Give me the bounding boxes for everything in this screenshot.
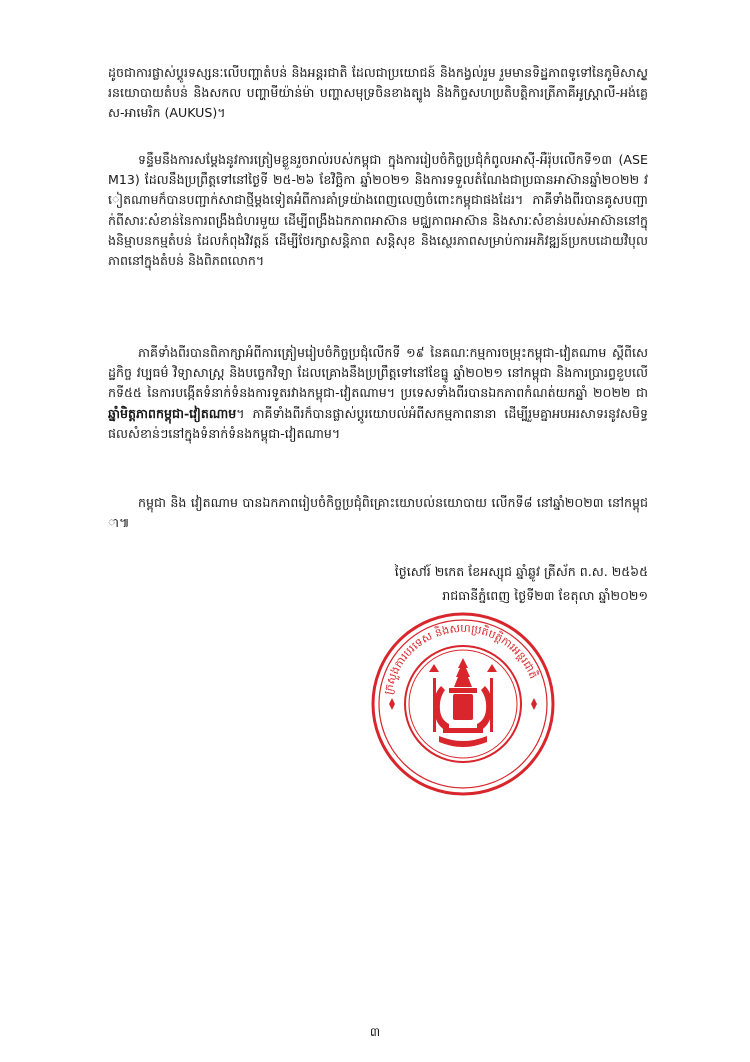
paragraph-1: ដូចជាការផ្លាស់ប្តូរទស្សនៈលើបញ្ហាតំបន់ និងអន្តរជាតិ ដែលជាប្រយោជន៍ និងកង្វល់រួម រួមមានទិដ្ឋភាពទូទៅនៃភូមិសាស្ត្រនយោបាយតំបន់ និងសកល បញ្ហាមីយ៉ាន់ម៉ា បញ្ហាសមុទ្រចិនខាងត្បូង និងកិច្ចសហប្រតិបត្តិការត្រីភាគីអូស្ត្រាលី-អង់គ្លេស-អាមេរិក (AUKUS)។ <box>108 65 648 121</box>
ministry-seal <box>369 610 557 798</box>
lunar-date-line: ថ្ងៃសៅរ៍ ២កេត ខែអស្សុជ ឆ្នាំឆ្លូវ ត្រីស័ក ព.ស. ២៥៦៥ <box>394 564 648 579</box>
solar-date-line: រាជធានីភ្នំពេញ ថ្ងៃទី២៣ ខែតុលា ឆ្នាំ២០២១ <box>442 588 648 603</box>
paragraph-3 <box>108 343 648 444</box>
paragraph-3-text-a: ភាគីទាំងពីរបានពិភាក្សាអំពីការត្រៀមរៀបចំកិច្ចប្រជុំលើកទី ១៩ នៃគណៈកម្មការចម្រុះកម្ពុជា-វៀតណាម ស្តីពីសេដ្ឋកិច្ច វប្បធម៌ វិទ្យាសាស្ត្រ និងបច្ចេកវិទ្យា ដែលគ្រោងនឹងប្រព្រឹត្តទៅនៅខែធ្នូ ឆ្នាំ២០២១ នៅកម្ពុជា និងការប្រារព្ធខួបលើកទី៥៥ នៃការបង្កើតទំនាក់ទំនងការទូតរវាងកម្ពុជា-វៀតណាម។ ប្រទេសទាំងពីរបានឯកភាពកំណត់យកឆ្នាំ ២០២២ ជា <box>108 345 648 401</box>
paragraph-3-emphasis: ឆ្នាំមិត្តភាពកម្ពុជា-វៀតណាម <box>108 405 237 421</box>
paragraph-2: ទន្ទឹមនឹងការសម្តែងនូវការត្រៀមខ្លួនរួចរាល់របស់កម្ពុជា ក្នុងការរៀបចំកិច្ចប្រជុំកំពូលអាស៊ី-អឺរ៉ុបលើកទី១៣ (ASEM13) ដែលនឹងប្រព្រឹត្តទៅនៅថ្ងៃទី ២៥-២៦ ខែវិច្ឆិកា ឆ្នាំ២០២១ និងការទទួលតំណែងជាប្រធានអាស៊ានឆ្នាំ២០២២ វៀតណាមក៏បានបញ្ជាក់សាជាថ្មីម្តងទៀតអំពីការគាំទ្រយ៉ាងពេញលេញចំពោះកម្ពុជាផងដែរ។ ភាគីទាំងពីរបានគូសបញ្ជាក់ពីសារៈសំខាន់នៃការពង្រឹងជំហរមួយ ដើម្បីពង្រឹងឯកភាពអាស៊ាន មជ្ឈភាពអាស៊ាន និងសារៈសំខាន់របស់អាស៊ាននៅក្នុងនិម្មាបនកម្មតំបន់ ដែលកំពុងវិវត្តន៍ ដើម្បីថែរក្សាសន្តិភាព សន្តិសុខ និងស្ថេរភាពសម្រាប់ការអភិវឌ្ឍន៍ប្រកបដោយវិបុលភាពនៅក្នុងតំបន់ និងពិភពលោក។ <box>108 152 648 269</box>
seal-emblem-icon <box>429 658 497 747</box>
page-number: ៣ <box>369 1025 381 1039</box>
seal-ring-text: ក្រសួងការបរទេស និងសហប្រតិបត្តិការអន្តរជាតិ <box>381 621 540 696</box>
paragraph-4: កម្ពុជា និង វៀតណាម បានឯកភាពរៀបចំកិច្ចប្រជុំពិគ្រោះយោបល់នយោបាយ លើកទី៨ នៅឆ្នាំ២០២៣ នៅកម្ពុជា៕ <box>108 495 648 531</box>
paragraph-3-text-b: ។ ភាគីទាំងពីរក៏បានផ្លាស់ប្តូរយោបល់អំពីសកម្មភាពនានា ដើម្បីរួមគ្នាអបអរសាទរនូវសមិទ្ធផលសំខាន់ៗនៅក្នុងទំនាក់ទំនងកម្ពុជា-វៀតណាម។ <box>108 405 648 441</box>
